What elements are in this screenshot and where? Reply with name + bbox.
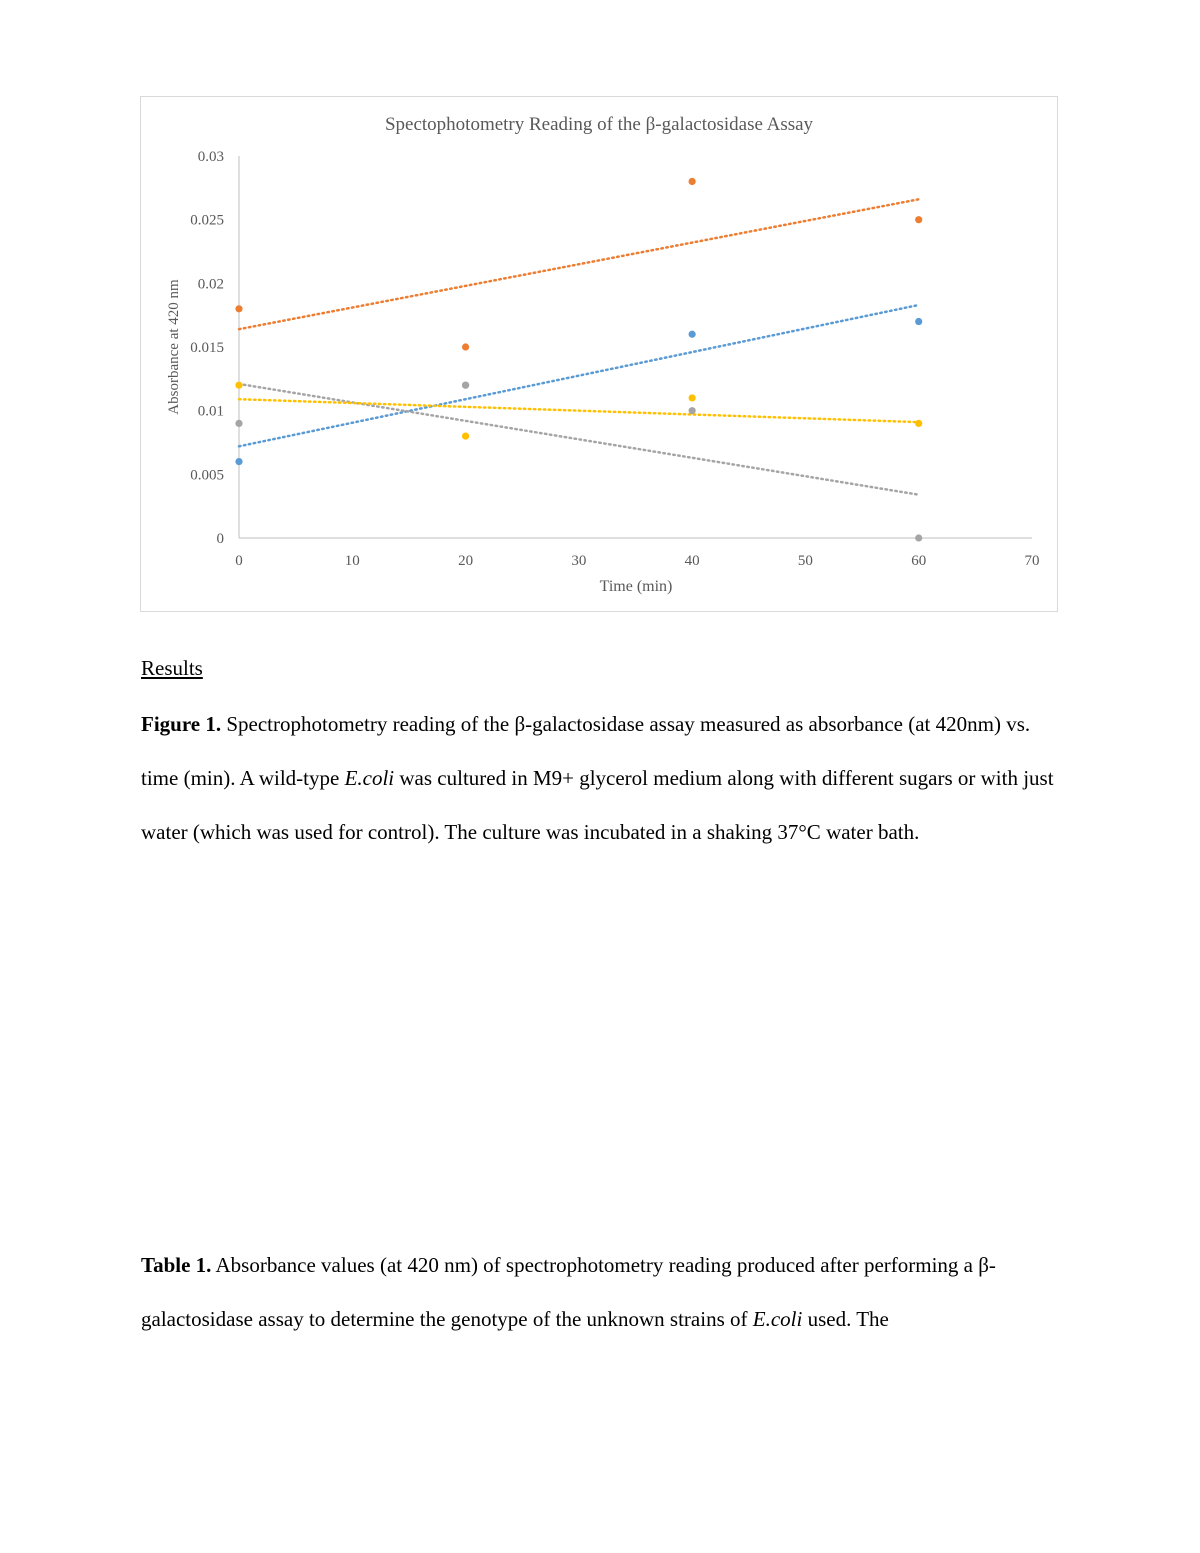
figure-caption-text-1: Spectrophotometry reading of the β-galactosidase assay measured as absorbance (at 420nm) vs. time (min). A wild-type: [141, 712, 1031, 790]
figure-caption-text-2: was cultured in M9+ glycerol medium along with different sugars or with just water (which was used for control). The culture was incubated in a shaking 37°C water bath.: [141, 766, 1054, 844]
x-tick-label: 60: [911, 553, 927, 569]
trendline-series-3: [239, 384, 919, 495]
chart-frame: [140, 96, 1058, 612]
data-point-series-3: [915, 534, 922, 541]
x-tick-label: 70: [1024, 553, 1040, 569]
x-tick-label: 30: [571, 553, 587, 569]
trendline-series-2: [239, 305, 919, 446]
x-tick-label: 40: [684, 553, 700, 569]
y-tick-label: 0: [216, 531, 224, 547]
figure-caption: [141, 697, 1071, 859]
data-point-series-3: [235, 420, 242, 427]
table-caption-text-1: Absorbance values (at 420 nm) of spectrophotometry reading produced after performing a β-galactosidase assay to determine the genotype of the unknown strains of: [141, 1253, 996, 1331]
y-tick-label: 0.03: [197, 149, 224, 165]
data-point-series-4: [462, 433, 469, 440]
y-tick-label: 0.015: [190, 340, 224, 356]
x-tick-label: 20: [458, 553, 474, 569]
trendline-series-1: [239, 199, 919, 329]
chart-title: Spectophotometry Reading of the β-galactosidase Assay: [384, 114, 814, 135]
data-point-series-2: [689, 331, 696, 338]
table-caption-text-2: used. The: [802, 1307, 889, 1331]
data-point-series-4: [235, 382, 242, 389]
y-tick-label: 0.01: [197, 403, 224, 420]
table-caption: [141, 1238, 1071, 1346]
x-tick-label: 0: [235, 553, 243, 569]
y-tick-label: 0.02: [197, 276, 224, 293]
table-caption-italic: E.coli: [752, 1307, 803, 1331]
trendline-series-4: [239, 399, 919, 422]
absorbance-chart: [141, 97, 1057, 611]
x-tick-label: 50: [797, 553, 813, 569]
y-tick-label: 0.025: [190, 212, 224, 229]
figure-caption-italic: E.coli: [344, 766, 395, 790]
y-tick-label: 0.005: [190, 467, 224, 484]
y-axis-label: Absorbance at 420 nm: [166, 279, 182, 415]
data-point-series-1: [235, 305, 242, 312]
data-point-series-3: [689, 407, 696, 414]
data-point-series-1: [689, 178, 696, 185]
x-tick-label: 10: [344, 553, 360, 569]
x-axis-label: Time (min): [599, 578, 673, 595]
data-point-series-2: [235, 458, 242, 465]
figure-label: Figure 1.: [141, 712, 222, 736]
results-heading: Results: [141, 656, 203, 680]
data-point-series-4: [689, 394, 696, 401]
data-point-series-1: [462, 343, 469, 350]
data-point-series-2: [915, 318, 922, 325]
table-label: Table 1.: [141, 1253, 212, 1277]
data-point-series-1: [915, 216, 922, 223]
data-point-series-4: [915, 420, 922, 427]
data-point-series-3: [462, 382, 469, 389]
